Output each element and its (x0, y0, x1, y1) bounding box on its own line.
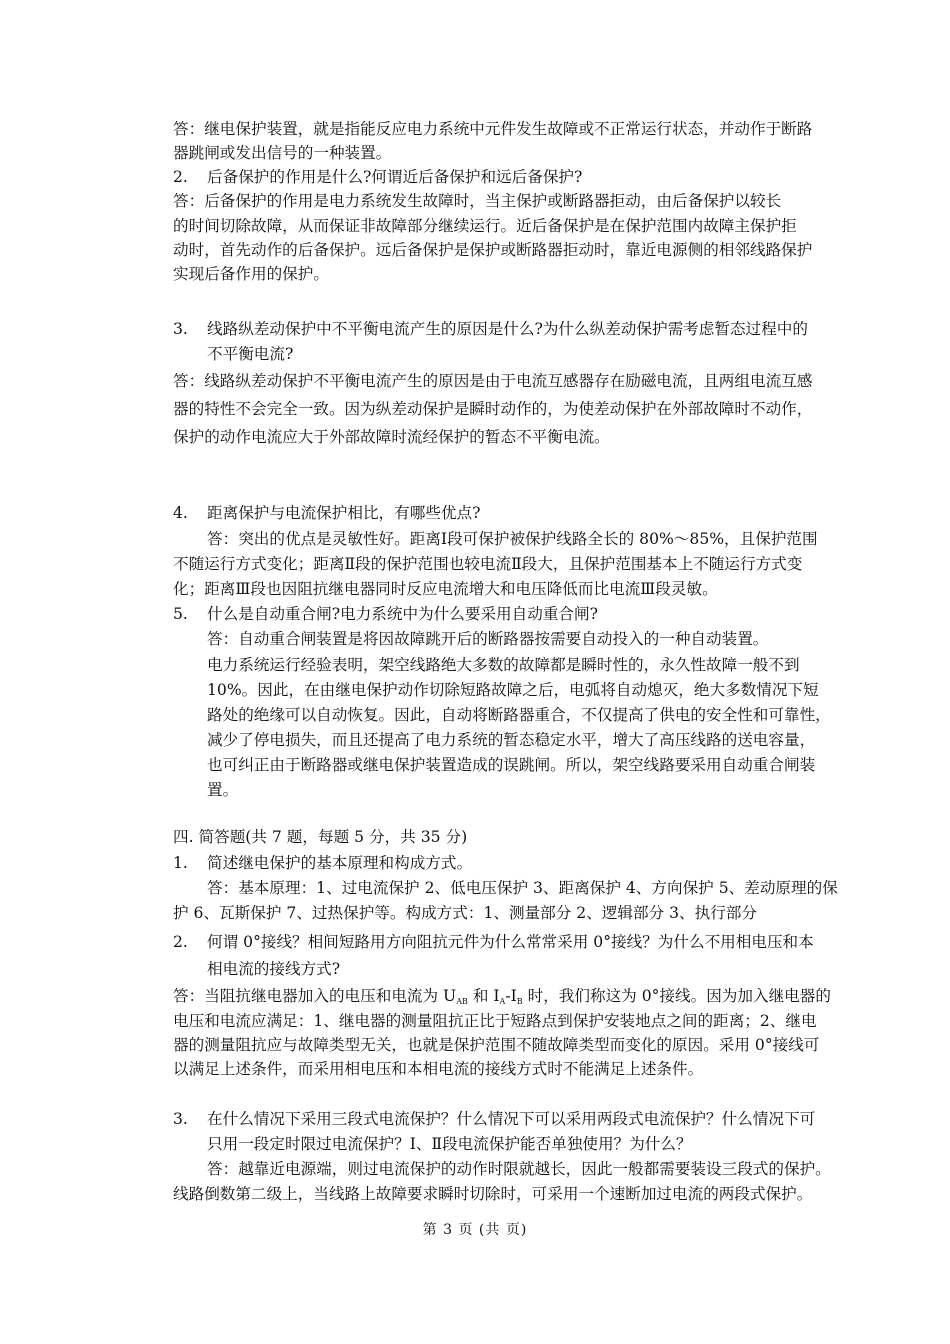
q3-answer-line-1: 答：线路纵差动保护不平衡电流产生的原因是由于电流互感器存在励磁电流，且两组电流互感 (173, 372, 813, 390)
s4-q2-number: 2. (173, 933, 188, 951)
q5-title: 什么是自动重合闸?电力系统中为什么要采用自动重合闸? (207, 605, 598, 623)
q2-number: 2. (173, 168, 188, 186)
s4-q3-answer-line-1: 答：越靠近电源端，则过电流保护的动作时限就越长，因此一般都需要装设三段式的保护。 (207, 1160, 831, 1178)
s4-q3-number: 3. (173, 1110, 188, 1128)
q4-answer-line-2: 不随运行方式变化；距离Ⅱ段的保护范围也较电流Ⅱ段大，且保护范围基本上不随运行方式变 (173, 555, 803, 573)
s4-q2-answer-post: 时，我们称这为 0°接线。因为加入继电器的 (522, 987, 831, 1005)
s4-q1-question (173, 852, 472, 874)
q5-question (173, 603, 598, 625)
q3-title-2: 不平衡电流? (207, 345, 294, 363)
s4-q2-title-2: 相电流的接线方式? (207, 960, 341, 978)
q5-answer-line-2: 电力系统运行经验表明，架空线路绝大多数的故障都是瞬时性的，永久性故障一般不到 (207, 656, 800, 674)
q4-answer-line-3: 化；距离Ⅲ段也因阻抗继电器同时反应电流增大和电压降低而比电流Ⅲ段灵敏。 (173, 580, 718, 598)
s4-q2-answer-mid2: -I (505, 987, 517, 1005)
q3-title-1: 线路纵差动保护中不平衡电流产生的原因是什么?为什么纵差动保护需考虑暂态过程中的 (207, 320, 808, 338)
subscript-b: B (516, 997, 523, 1006)
q2-answer-line-1: 答：后备保护的作用是电力系统发生故障时，当主保护或断路器拒动，由后备保护以较长 (173, 192, 782, 210)
q5-answer-line-5: 减少了停电损失，而且还提高了电力系统的暂态稳定水平，增大了高压线路的送电容量， (207, 731, 816, 749)
s4-q2-answer-line-1 (173, 985, 831, 1013)
s4-q1-answer-line-1: 答：基本原理：1、过电流保护 2、低电压保护 3、距离保护 4、方向保护 5、差动原理的保 (207, 879, 838, 897)
q3-answer-line-3: 保护的动作电流应大于外部故障时流经保护的暂态不平衡电流。 (173, 428, 610, 446)
q5-answer-line-3: 10%。因此，在由继电保护动作切除短路故障之后，电弧将自动熄灭，绝大多数情况下短 (207, 681, 819, 699)
s4-q3-title-2: 只用一段定时限过电流保护？Ⅰ、Ⅱ段电流保护能否单独使用？为什么？ (207, 1135, 692, 1153)
s4-q2-question (173, 931, 814, 953)
s4-q2-answer-mid1: 和 I (467, 987, 500, 1005)
q4-title: 距离保护与电流保护相比，有哪些优点? (207, 504, 481, 522)
q1-answer-line-2: 器跳闸或发出信号的一种装置。 (173, 144, 392, 162)
q5-answer-line-6: 也可纠正由于断路器或继电保护装置造成的误跳闸。所以，架空线路要采用自动重合闸装 (207, 756, 816, 774)
s4-q3-answer-line-2: 线路倒数第二级上，当线路上故障要求瞬时切除时，可采用一个速断加过电流的两段式保护。 (173, 1185, 813, 1203)
s4-q1-title: 简述继电保护的基本原理和构成方式。 (207, 854, 473, 872)
q2-answer-line-3: 动时，首先动作的后备保护。远后备保护是保护或断路器拒动时，靠近电源侧的相邻线路保护 (173, 241, 813, 259)
q4-number: 4. (173, 504, 188, 522)
q2-title: 后备保护的作用是什么?何谓近后备保护和远后备保护? (207, 168, 583, 186)
s4-q2-answer-line-2: 电压和电流应满足：1、继电器的测量阻抗正比于短路点到保护安装地点之间的距离；2、继电 (173, 1012, 817, 1030)
q4-question (173, 502, 480, 524)
q3-number: 3. (173, 320, 188, 338)
s4-q2-answer-pre: 答：当阻抗继电器加入的电压和电流为 U (173, 987, 457, 1005)
q4-answer-line-1: 答：突出的优点是灵敏性好。距离Ⅰ段可保护被保护线路全长的 80%～85%，且保护范围 (207, 530, 818, 548)
q5-answer-line-7: 置。 (207, 781, 239, 799)
s4-q2-answer-line-3: 器的测量阻抗应与故障类型无关，也就是保护范围不随故障类型而变化的原因。采用 0°接线可 (173, 1036, 820, 1054)
s4-q1-answer-line-2: 护 6、瓦斯保护 7、过热保护等。构成方式：1、测量部分 2、逻辑部分 3、执行部分 (173, 904, 758, 922)
s4-q3-question (173, 1108, 815, 1130)
q2-question (173, 166, 582, 188)
q5-number: 5. (173, 605, 188, 623)
page-footer: 第 3 页 (共 页) (422, 1222, 528, 1238)
q1-answer-line-1: 答：继电保护装置，就是指能反应电力系统中元件发生故障或不正常运行状态，并动作于断路 (173, 120, 813, 138)
q2-answer-line-4: 实现后备作用的保护。 (173, 265, 329, 283)
q3-answer-line-2: 器的特性不会完全一致。因为纵差动保护是瞬时动作的，为使差动保护在外部故障时不动作， (173, 400, 813, 418)
q2-answer-line-2: 的时间切除故障，从而保证非故障部分继续运行。近后备保护是在保护范围内故障主保护拒 (173, 217, 797, 235)
subscript-a: A (499, 997, 506, 1006)
s4-q2-answer-line-4: 以满足上述条件，而采用相电压和本相电流的接线方式时不能满足上述条件。 (173, 1060, 704, 1078)
q5-answer-line-1: 答：自动重合闸装置是将因故障跳开后的断路器按需要自动投入的一种自动装置。 (207, 630, 769, 648)
q5-answer-line-4: 路处的绝缘可以自动恢复。因此，自动将断路器重合，不仅提高了供电的安全性和可靠性， (207, 706, 831, 724)
subscript-ab: AB (456, 997, 468, 1006)
s4-q1-number: 1. (173, 854, 188, 872)
section-4-heading: 四. 简答题(共 7 题，每题 5 分，共 35 分) (173, 828, 468, 846)
q3-question (173, 318, 808, 340)
s4-q3-title-1: 在什么情况下采用三段式电流保护？什么情况下可以采用两段式电流保护？什么情况下可 (207, 1110, 816, 1128)
s4-q2-title-1: 何谓 0°接线？相间短路用方向阻抗元件为什么常常采用 0°接线？为什么不用相电压和本 (207, 933, 814, 951)
